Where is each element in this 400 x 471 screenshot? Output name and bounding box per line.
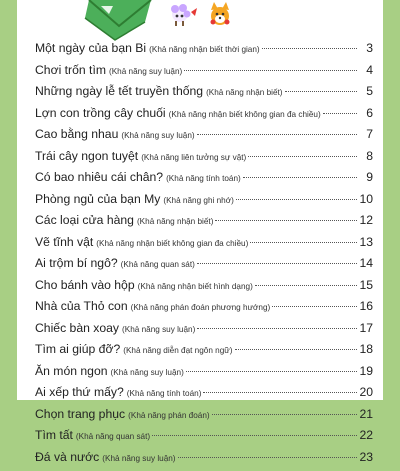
entry-title: Cho bánh vào hộp <box>35 278 135 292</box>
dot-leader <box>178 457 357 458</box>
entry-page-number: 8 <box>359 149 373 163</box>
dot-leader <box>212 414 357 415</box>
dot-leader <box>215 220 357 221</box>
entry-title: Ăn món ngon <box>35 364 108 378</box>
entry-skill: (Khả năng suy luận) <box>111 368 184 377</box>
entry-skill: (Khả năng quan sát) <box>121 260 195 269</box>
entry-page-number: 19 <box>359 364 373 378</box>
entry-title: Các loại cửa hàng <box>35 213 134 227</box>
entry-title: Ai xếp thứ mấy? <box>35 385 124 399</box>
toc-entry <box>35 256 373 278</box>
toc-entry <box>35 364 373 386</box>
entry-page-number: 18 <box>359 342 373 356</box>
dot-leader <box>203 392 357 393</box>
entry-skill: (Khả năng diễn đạt ngôn ngữ) <box>123 346 232 355</box>
book-page <box>17 0 383 400</box>
toc-entry <box>35 213 373 235</box>
dot-leader <box>152 435 357 436</box>
entry-page-number: 22 <box>359 428 373 442</box>
toc-entry <box>35 192 373 214</box>
toc-entry <box>35 41 373 63</box>
dot-leader <box>197 328 357 329</box>
entry-title: Trái cây ngon tuyệt <box>35 149 138 163</box>
lamb-icon <box>171 4 197 26</box>
entry-page-number: 16 <box>359 299 373 313</box>
dot-leader <box>186 371 357 372</box>
entry-title: Tìm ai giúp đỡ? <box>35 342 120 356</box>
toc-entry <box>35 170 373 192</box>
toc-entry <box>35 63 373 85</box>
entry-skill: (Khả năng liên tưởng sự vật) <box>141 153 246 162</box>
entry-page-number: 14 <box>359 256 373 270</box>
entry-page-number: 21 <box>359 407 373 421</box>
entry-skill: (Khả năng nhận biết thời gian) <box>149 45 260 54</box>
envelope-icon <box>85 0 151 40</box>
toc-entry <box>35 428 373 450</box>
entry-title: Có bao nhiêu cái chân? <box>35 170 163 184</box>
entry-title: Một ngày của bạn Bi <box>35 41 146 55</box>
entry-page-number: 12 <box>359 213 373 227</box>
dot-leader <box>255 285 357 286</box>
entry-skill: (Khả năng phán đoán phương hướng) <box>131 303 271 312</box>
entry-skill: (Khả năng nhận biết không gian đa chiều) <box>96 239 248 248</box>
dot-leader <box>243 177 357 178</box>
toc-entry <box>35 450 373 471</box>
entry-skill: (Khả năng nhận biết) <box>206 88 282 97</box>
dot-leader <box>323 113 357 114</box>
toc-entry <box>35 299 373 321</box>
toc-entry <box>35 235 373 257</box>
dot-leader <box>184 70 357 71</box>
entry-title: Chiếc bàn xoay <box>35 321 119 335</box>
dot-leader <box>197 263 357 264</box>
entry-skill: (Khả năng tính toán) <box>127 389 202 398</box>
toc-entry <box>35 407 373 429</box>
entry-skill: (Khả năng suy luận) <box>121 131 194 140</box>
toc-entry <box>35 106 373 128</box>
entry-page-number: 9 <box>359 170 373 184</box>
entry-title: Chọn trang phục <box>35 407 125 421</box>
entry-title: Phòng ngủ của bạn My <box>35 192 160 206</box>
entry-page-number: 7 <box>359 127 373 141</box>
toc-entry <box>35 84 373 106</box>
entry-title: Nhà của Thỏ con <box>35 299 128 313</box>
toc-entry <box>35 127 373 149</box>
entry-title: Những ngày lễ tết truyền thống <box>35 84 203 98</box>
dot-leader <box>248 156 357 157</box>
entry-skill: (Khả năng nhận biết không gian đa chiều) <box>169 110 321 119</box>
entry-page-number: 6 <box>359 106 373 120</box>
toc-entry <box>35 278 373 300</box>
dot-leader <box>285 91 357 92</box>
entry-page-number: 5 <box>359 84 373 98</box>
dot-leader <box>272 306 357 307</box>
entry-skill: (Khả năng suy luận) <box>109 67 182 76</box>
entry-page-number: 10 <box>359 192 373 206</box>
entry-page-number: 4 <box>359 63 373 77</box>
entry-skill: (Khả năng phán đoán) <box>128 411 210 420</box>
header-illustration <box>17 0 383 40</box>
entry-title: Tìm tất <box>35 428 73 442</box>
entry-page-number: 20 <box>359 385 373 399</box>
dot-leader <box>262 48 357 49</box>
dot-leader <box>250 242 357 243</box>
entry-skill: (Khả năng ghi nhớ) <box>163 196 233 205</box>
dot-leader <box>235 349 358 350</box>
entry-page-number: 15 <box>359 278 373 292</box>
entry-page-number: 3 <box>359 41 373 55</box>
entry-skill: (Khả năng suy luận) <box>122 325 195 334</box>
entry-page-number: 23 <box>359 450 373 464</box>
fox-icon <box>211 2 230 25</box>
entry-title: Chơi trốn tìm <box>35 63 106 77</box>
entry-skill: (Khả năng nhận biết) <box>137 217 213 226</box>
entry-title: Lợn con trồng cây chuối <box>35 106 166 120</box>
entry-page-number: 17 <box>359 321 373 335</box>
entry-skill: (Khả năng tính toán) <box>166 174 241 183</box>
entry-skill: (Khả năng nhận biết hình dạng) <box>138 282 253 291</box>
toc-entry <box>35 321 373 343</box>
entry-title: Cao bằng nhau <box>35 127 118 141</box>
toc-entry <box>35 385 373 407</box>
toc-entry <box>35 342 373 364</box>
entry-title: Ai trộm bí ngô? <box>35 256 118 270</box>
dot-leader <box>236 199 357 200</box>
table-of-contents <box>35 41 373 471</box>
entry-skill: (Khả năng suy luận) <box>102 454 175 463</box>
toc-entry <box>35 149 373 171</box>
entry-skill: (Khả năng quan sát) <box>76 432 150 441</box>
entry-title: Vẽ tĩnh vật <box>35 235 93 249</box>
entry-title: Đá và nước <box>35 450 99 464</box>
entry-page-number: 13 <box>359 235 373 249</box>
dot-leader <box>197 134 357 135</box>
